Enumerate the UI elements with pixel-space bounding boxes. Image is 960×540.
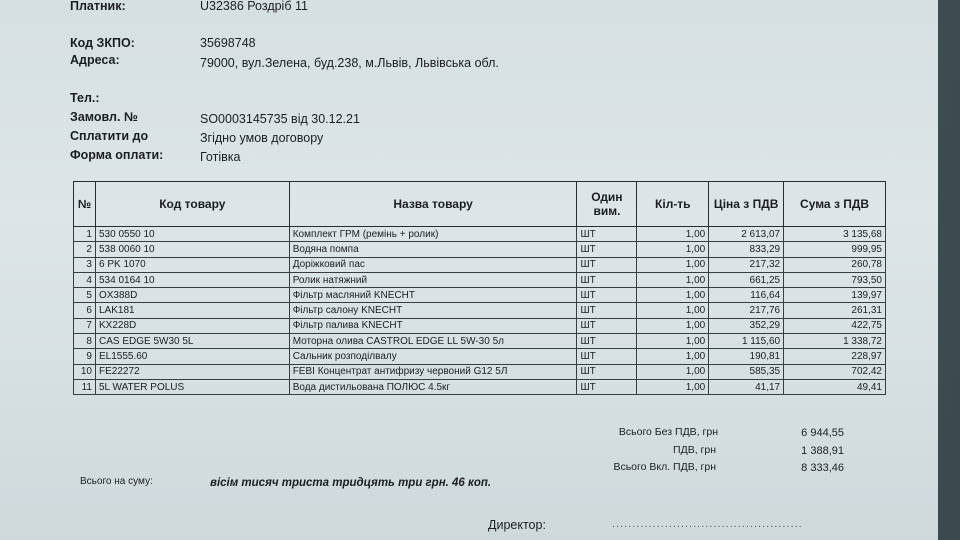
table-row [74,303,886,318]
table-header-row [74,182,886,227]
sum-with-vat: 999,95 [784,242,886,257]
total-without-vat-value: 6 944,55 [801,427,844,439]
product-code: KX228D [95,318,289,333]
sum-with-vat: 228,97 [784,349,886,364]
product-name: Водяна помпа [289,242,577,257]
price-with-vat: 585,35 [709,364,784,379]
price-with-vat: 116,64 [709,288,784,303]
price-with-vat: 217,76 [709,303,784,318]
table-row [74,288,886,303]
price-with-vat: 217,32 [709,257,784,272]
col-qty: Кіл-ть [637,182,709,227]
director-label: Директор: [488,518,546,532]
price-with-vat: 352,29 [709,318,784,333]
table-row [74,364,886,379]
table-row [74,227,886,242]
order-label: Замовл. № [70,110,138,124]
product-code: 6 PK 1070 [95,257,289,272]
col-code: Код товару [95,182,289,227]
unit: ШТ [577,379,637,394]
product-code: 538 0060 10 [95,242,289,257]
unit: ШТ [577,349,637,364]
order-value: SO0003145735 від 30.12.21 [200,112,360,126]
col-name: Назва товару [289,182,577,227]
row-number: 2 [74,242,96,257]
table-row [74,272,886,287]
quantity: 1,00 [637,349,709,364]
row-number: 3 [74,257,96,272]
sum-with-vat: 261,31 [784,303,886,318]
product-name: Фільтр масляний KNECHT [289,288,577,303]
items-table [73,181,886,395]
col-number: № [74,182,96,227]
product-code: CAS EDGE 5W30 5L [95,334,289,349]
product-name: Моторна олива CASTROL EDGE LL 5W-30 5л [289,334,577,349]
price-with-vat: 1 115,60 [709,334,784,349]
product-name: Вода дистильована ПОЛЮС 4.5кг [289,379,577,394]
product-name: Фільтр салону KNECHT [289,303,577,318]
product-code: 530 0550 10 [95,227,289,242]
vat-value: 1 388,91 [801,445,844,457]
row-number: 7 [74,318,96,333]
sum-with-vat: 793,50 [784,272,886,287]
row-number: 11 [74,379,96,394]
pay-form-label: Форма оплати: [70,148,164,162]
price-with-vat: 41,17 [709,379,784,394]
row-number: 4 [74,272,96,287]
payer-label: Платник: [70,0,126,13]
quantity: 1,00 [637,318,709,333]
row-number: 8 [74,334,96,349]
unit: ШТ [577,288,637,303]
quantity: 1,00 [637,227,709,242]
quantity: 1,00 [637,272,709,287]
sum-with-vat: 260,78 [784,257,886,272]
row-number: 10 [74,364,96,379]
row-number: 5 [74,288,96,303]
quantity: 1,00 [637,334,709,349]
quantity: 1,00 [637,303,709,318]
table-row [74,242,886,257]
total-with-vat-label: Всього Вкл. ПДВ, грн [613,461,716,473]
vat-label: ПДВ, грн [673,444,716,456]
address-value: 79000, вул.Зелена, буд.238, м.Львів, Львівська обл. [200,56,499,70]
sum-with-vat: 1 338,72 [784,334,886,349]
product-code: OX388D [95,288,289,303]
row-number: 1 [74,227,96,242]
total-with-vat-value: 8 333,46 [801,462,844,474]
product-code: LAK181 [95,303,289,318]
row-number: 6 [74,303,96,318]
sum-with-vat: 139,97 [784,288,886,303]
unit: ШТ [577,242,637,257]
product-name: Фільтр палива KNECHT [289,318,577,333]
sum-with-vat: 422,75 [784,318,886,333]
address-label: Адреса: [70,53,120,67]
edrpou-value: 35698748 [200,36,256,50]
quantity: 1,00 [637,364,709,379]
col-sum: Сума з ПДВ [784,182,886,227]
table-row [74,257,886,272]
quantity: 1,00 [637,288,709,303]
pay-until-value: Згідно умов договору [200,131,324,145]
unit: ШТ [577,227,637,242]
items-table-body [74,227,886,395]
price-with-vat: 833,29 [709,242,784,257]
unit: ШТ [577,364,637,379]
unit: ШТ [577,334,637,349]
sum-with-vat: 3 135,68 [784,227,886,242]
edrpou-label: Код ЗКПО: [70,36,135,50]
price-with-vat: 190,81 [709,349,784,364]
product-code: EL1555.60 [95,349,289,364]
product-name: Комплект ГРМ (ремінь + ролик) [289,227,577,242]
pay-form-value: Готівка [200,150,241,164]
unit: ШТ [577,257,637,272]
sum-with-vat: 702,42 [784,364,886,379]
sum-in-words-label: Всього на суму: [80,476,153,487]
row-number: 9 [74,349,96,364]
col-price: Ціна з ПДВ [709,182,784,227]
product-code: FE22272 [95,364,289,379]
director-signature-line: ............................................... [612,518,803,530]
product-code: 5L WATER POLUS [95,379,289,394]
total-without-vat-label: Всього Без ПДВ, грн [618,426,718,438]
sum-with-vat: 49,41 [784,379,886,394]
product-name: FEBI Концентрат антифризу червоний G12 5Л [289,364,577,379]
unit: ШТ [577,272,637,287]
product-name: Сальник розподілвалу [289,349,577,364]
price-with-vat: 2 613,07 [709,227,784,242]
price-with-vat: 661,25 [709,272,784,287]
quantity: 1,00 [637,242,709,257]
product-code: 534 0164 10 [95,272,289,287]
table-row [74,379,886,394]
quantity: 1,00 [637,379,709,394]
pay-until-label: Сплатити до [70,129,149,143]
quantity: 1,00 [637,257,709,272]
product-name: Доріжковий пас [289,257,577,272]
product-name: Ролик натяжний [289,272,577,287]
sum-in-words-value: вісім тисяч триста тридцять три грн. 46 коп. [210,477,492,489]
unit: ШТ [577,318,637,333]
table-row [74,334,886,349]
unit: ШТ [577,303,637,318]
phone-label: Тел.: [70,91,100,105]
table-row [74,349,886,364]
col-unit: Один вим. [577,182,637,227]
table-row [74,318,886,333]
payer-value: U32386 Роздріб 11 [200,0,308,13]
